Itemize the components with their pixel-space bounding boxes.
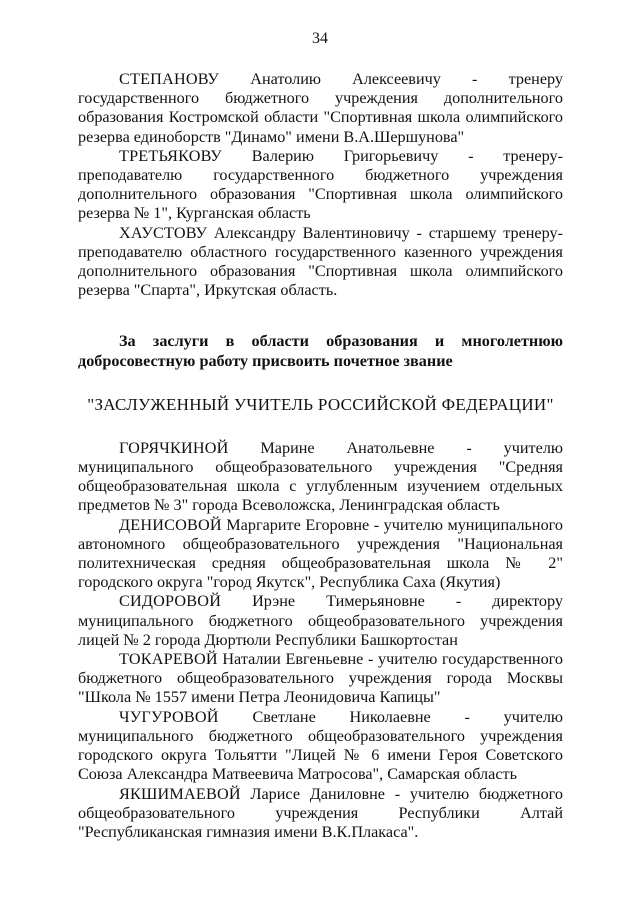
document-body [78,70,563,842]
honorary-title: "ЗАСЛУЖЕННЫЙ УЧИТЕЛЬ РОССИЙСКОЙ ФЕДЕРАЦИИ" [87,394,554,414]
award-entry-tokareva [78,650,563,708]
award-entry-denisova [78,516,563,593]
recipient-surname: ГОРЯЧКИНОЙ [119,438,229,457]
award-entry-yakshimaeva [78,785,563,843]
recipient-details: Анатолию Алексеевичу - тренеру государственного бюджетного учреждения дополнительного образования Костромской области "Спортивная школа олимпийского резерва единоборств "Динамо" имени В.А.Шершунова" [78,70,563,146]
award-entry-stepanov [78,70,563,147]
recipient-surname: ХАУСТОВУ [119,223,208,242]
recipient-details: Марине Анатольевне - учителю муниципального общеобразовательного учреждения "Средняя общеобразовательная школа с углубленным изучением отдельных предметов № 3" города Всеволожска, Ленинградская область [78,438,563,515]
recipient-details: Александру Валентиновичу - старшему тренеру-преподавателю областного государственного казенного учреждения дополнительного образования "Спортивная школа олимпийского резерва "Спарта", Иркутская область. [78,223,563,300]
recipient-details: Светлане Николаевне - учителю муниципального бюджетного общеобразовательного учреждения городского округа Тольятти "Лицей № 6 имени Героя Советского Союза Александра Матвеевича Матросова", Самарская область [78,707,563,784]
award-entry-khaustov [78,224,563,301]
page-number: 34 [312,30,328,47]
award-entry-sidorova [78,592,563,650]
recipient-surname: ТОКАРЕВОЙ [119,650,218,669]
award-entry-chugurova [78,708,563,785]
recipient-surname: СТЕПАНОВУ [119,70,220,88]
recipient-surname: ДЕНИСОВОЙ [119,515,222,534]
recipient-surname: СИДОРОВОЙ [119,592,222,611]
recipient-surname: ТРЕТЬЯКОВУ [119,146,222,165]
recipient-surname: ЯКШИМАЕВОЙ [119,784,241,803]
recipient-details: Ларисе Даниловне - учителю бюджетного общеобразовательного учреждения Республики Алтай "Республиканская гимназия имени В.К.Плакаса". [78,784,563,841]
award-entry-goryachkina [78,439,563,516]
recipient-details: Наталии Евгеньевне - учителю государственного бюджетного общеобразовательного учреждения города Москвы "Школа № 1557 имени Петра Леонидовича Капицы" [78,650,563,707]
award-heading: За заслуги в области образования и многолетнюю добросовестную работу присвоить почетное звание [78,332,563,370]
recipient-details: Ирэне Тимерьяновне - директору муниципального бюджетного общеобразовательного учреждения лицей № 2 города Дюртюли Республики Башкортостан [78,592,563,649]
award-entry-tretyakov [78,147,563,224]
recipient-details: Маргарите Егоровне - учителю муниципального автономного общеобразовательного учреждения "Национальная политехническая средняя общеобразовательная школа № 2" городского округа "город Якутск", Республика Саха (Якутия) [78,515,563,592]
recipient-surname: ЧУГУРОВОЙ [119,707,219,726]
recipient-details: Валерию Григорьевичу - тренеру-преподавателю государственного бюджетного учреждения дополнительного образования "Спортивная школа олимпийского резерва № 1", Курганская область [78,146,563,223]
